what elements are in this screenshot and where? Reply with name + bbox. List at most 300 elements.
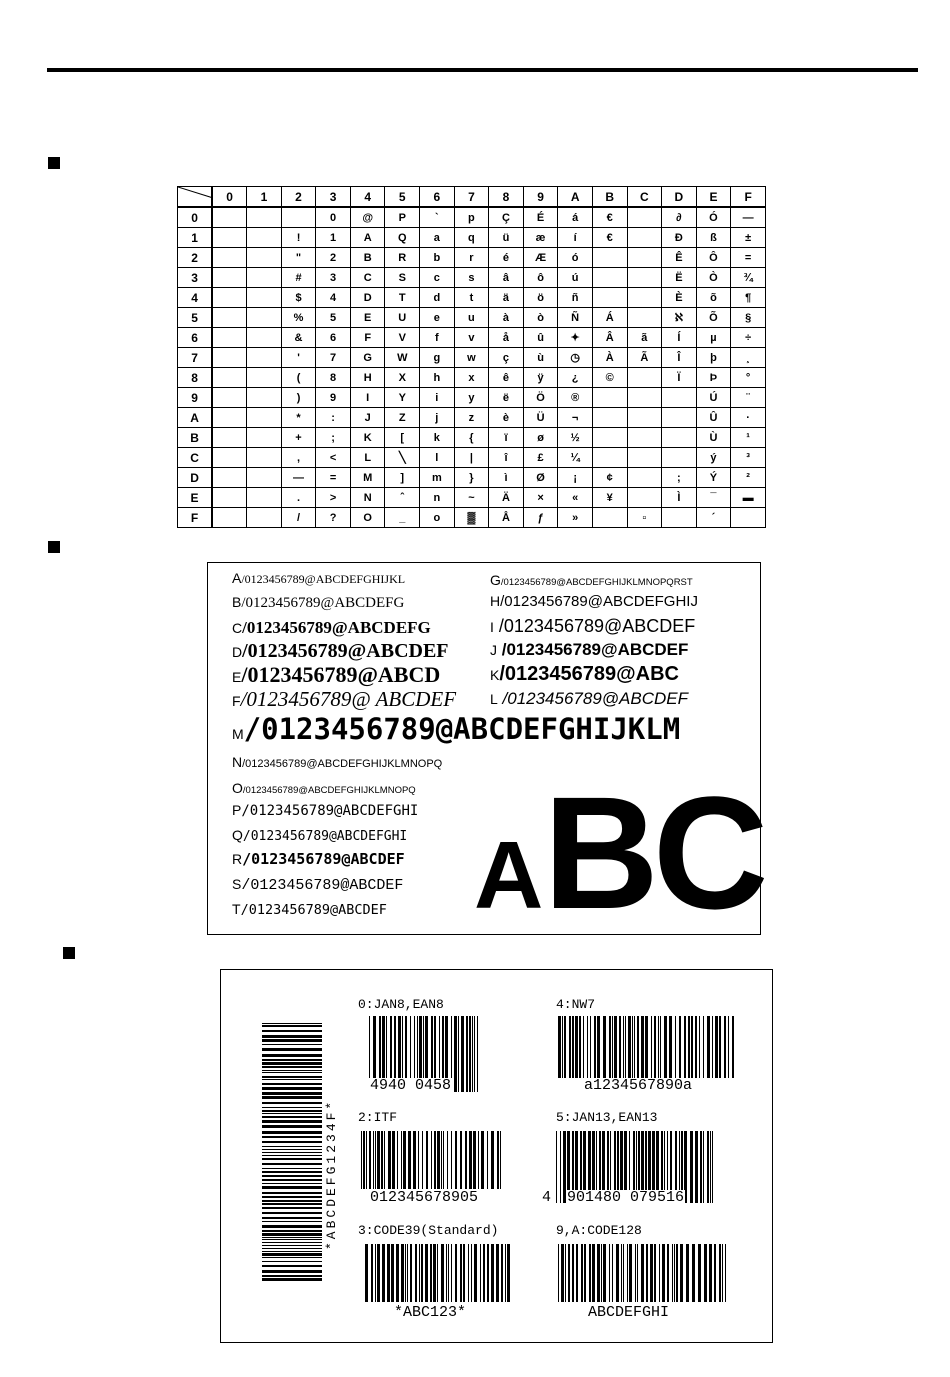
barcode-bar — [500, 1131, 501, 1189]
barcode-bar — [712, 1131, 713, 1203]
barcode-bar — [496, 1244, 499, 1302]
font-sample-text: /0123456789@ABCDEFGHIJKL — [241, 572, 406, 586]
font-tag: J — [490, 642, 497, 658]
table-cell — [212, 228, 247, 248]
table-cell: / — [281, 508, 316, 528]
row-header: 2 — [178, 248, 213, 268]
table-cell: o — [420, 508, 455, 528]
table-cell: ¬ — [558, 408, 593, 428]
barcode-bar — [487, 1244, 489, 1302]
barcode-bar — [434, 1131, 436, 1189]
barcode-bar — [262, 1239, 322, 1240]
table-cell: ; — [316, 428, 351, 448]
barcode-bar — [463, 1244, 465, 1302]
table-cell: ã — [627, 328, 662, 348]
table-cell — [212, 308, 247, 328]
table-cell — [247, 508, 282, 528]
row-header: B — [178, 428, 213, 448]
table-cell: H — [350, 368, 385, 388]
font-sample-text: /0123456789@ABCDEFG — [241, 595, 405, 611]
table-cell: m — [420, 468, 455, 488]
table-cell — [627, 228, 662, 248]
barcode-bar — [391, 1244, 394, 1302]
barcode-bar — [460, 1244, 462, 1302]
table-cell — [627, 428, 662, 448]
table-cell: ç — [489, 348, 524, 368]
barcode-bar — [654, 1244, 656, 1302]
barcode-bar — [612, 1016, 613, 1078]
table-row — [178, 408, 766, 428]
table-cell: J — [350, 408, 385, 428]
table-cell — [627, 288, 662, 308]
barcode-bar — [556, 1131, 557, 1203]
table-cell: Ö — [523, 388, 558, 408]
barcode-bar — [474, 1016, 475, 1092]
barcode-bar — [558, 1016, 561, 1078]
table-cell: D — [350, 288, 385, 308]
table-cell: N — [350, 488, 385, 508]
table-cell: T — [385, 288, 420, 308]
table-cell: i — [420, 388, 455, 408]
barcode-bar — [474, 1244, 477, 1302]
barcode-bar — [262, 1025, 322, 1027]
barcode-bar — [646, 1244, 648, 1302]
table-cell: õ — [696, 288, 731, 308]
column-header: 3 — [316, 187, 351, 208]
table-cell: K — [350, 428, 385, 448]
barcode-bar — [408, 1131, 411, 1189]
font-tag: G — [490, 572, 501, 588]
table-row — [178, 348, 766, 368]
table-cell: W — [385, 348, 420, 368]
table-cell: z — [454, 408, 489, 428]
table-cell: Ü — [523, 408, 558, 428]
table-cell — [627, 368, 662, 388]
table-cell — [592, 388, 627, 408]
barcode-bar — [446, 1244, 447, 1302]
table-cell: µ — [696, 328, 731, 348]
barcode-bar — [382, 1244, 385, 1302]
barcode-bar — [387, 1244, 390, 1302]
table-cell: Æ — [523, 248, 558, 268]
table-cell: Å — [489, 508, 524, 528]
barcode-bar — [262, 1179, 322, 1181]
barcode-bar — [589, 1244, 591, 1302]
barcode-bar — [675, 1016, 676, 1078]
barcode-bar — [397, 1131, 398, 1189]
table-cell: ³ — [731, 448, 766, 468]
barcode-bar — [262, 1113, 322, 1114]
barcode-vertical-bars — [262, 1023, 322, 1282]
table-cell: ® — [558, 388, 593, 408]
row-header: D — [178, 468, 213, 488]
table-cell: ˆ — [385, 488, 420, 508]
barcode-bar — [403, 1131, 406, 1189]
barcode-bar — [262, 1168, 322, 1169]
font-sample-s — [232, 877, 403, 893]
table-cell — [247, 328, 282, 348]
table-cell: ¯ — [696, 488, 731, 508]
barcode-bar — [569, 1016, 571, 1078]
barcode-bar — [262, 1212, 322, 1214]
barcode-bar — [732, 1016, 734, 1078]
barcode-bar — [461, 1016, 464, 1092]
font-sample-text: /0123456789@ABCDEF — [493, 616, 696, 636]
table-cell: ø — [523, 428, 558, 448]
table-row — [178, 368, 766, 388]
font-sample-c — [232, 619, 431, 637]
table-cell — [247, 428, 282, 448]
barcode-bar — [575, 1016, 578, 1078]
barcode-bar — [373, 1131, 374, 1189]
large-bc: BC — [543, 763, 763, 942]
barcode-bar — [634, 1016, 635, 1078]
table-cell: t — [454, 288, 489, 308]
column-header: 2 — [281, 187, 316, 208]
table-cell: ÿ — [523, 368, 558, 388]
column-header: 8 — [489, 187, 524, 208]
table-cell: E — [350, 308, 385, 328]
table-cell: j — [420, 408, 455, 428]
font-sample-a — [232, 571, 405, 587]
barcode-bar — [262, 1054, 322, 1057]
barcode-code39-bars — [365, 1244, 515, 1302]
barcode-bar — [465, 1131, 467, 1189]
table-cell: % — [281, 308, 316, 328]
font-sample-g — [490, 573, 693, 589]
table-cell: ƒ — [523, 508, 558, 528]
table-cell: Ï — [662, 368, 697, 388]
table-cell: * — [281, 408, 316, 428]
barcode-bar — [695, 1131, 698, 1203]
barcode-bar — [468, 1244, 469, 1302]
barcode-bar — [262, 1035, 322, 1038]
barcode-bar — [262, 1149, 322, 1150]
table-cell: Ä — [489, 488, 524, 508]
table-cell: " — [281, 248, 316, 268]
barcode-bar — [455, 1131, 457, 1189]
large-a: A — [474, 822, 544, 929]
row-header: 7 — [178, 348, 213, 368]
barcode-bar — [712, 1016, 713, 1078]
barcode-bar — [669, 1016, 672, 1078]
table-cell: Â — [592, 328, 627, 348]
table-cell — [247, 248, 282, 268]
barcode-bar — [699, 1016, 700, 1078]
barcode-bar — [572, 1016, 574, 1078]
table-cell — [592, 268, 627, 288]
table-cell: å — [489, 328, 524, 348]
barcode-bar — [587, 1016, 588, 1078]
barcode-bar — [262, 1275, 322, 1277]
font-sample-m — [232, 712, 681, 746]
barcode-bar — [458, 1016, 459, 1092]
barcode-bar — [625, 1016, 626, 1078]
barcode-bar — [703, 1131, 704, 1203]
table-cell: 6 — [316, 328, 351, 348]
barcode-bar — [262, 1261, 322, 1262]
table-cell: l — [420, 448, 455, 468]
barcode-bar — [451, 1244, 452, 1302]
column-header: F — [731, 187, 766, 208]
font-sample-text: /0123456789@ABCDEF — [497, 640, 689, 659]
table-cell: ( — [281, 368, 316, 388]
table-cell — [247, 368, 282, 388]
barcode-bar — [262, 1171, 322, 1173]
barcode-bar — [674, 1244, 675, 1302]
barcode-bar — [455, 1244, 457, 1302]
table-row — [178, 488, 766, 508]
barcode-bar — [441, 1244, 444, 1302]
table-cell: ∂ — [662, 207, 697, 228]
barcode-bar — [433, 1244, 436, 1302]
font-tag: F — [232, 693, 241, 709]
barcode-bar — [262, 1186, 322, 1189]
barcode-bar — [621, 1244, 622, 1302]
barcode-bar — [664, 1016, 667, 1078]
font-sample-t — [232, 902, 387, 918]
table-cell — [592, 508, 627, 528]
barcode-bar — [698, 1244, 701, 1302]
barcode-bar — [418, 1131, 419, 1189]
table-cell — [247, 448, 282, 468]
barcode-bar — [262, 1141, 322, 1143]
barcode-bar — [724, 1016, 726, 1078]
barcode-sample-box — [220, 969, 773, 1343]
table-cell: U — [385, 308, 420, 328]
barcode-bar — [695, 1016, 697, 1078]
barcode-bar — [584, 1244, 586, 1302]
barcode-bar — [401, 1244, 404, 1302]
barcode-bar — [568, 1244, 570, 1302]
barcode-bar — [262, 1062, 322, 1065]
barcode-bar — [431, 1131, 432, 1189]
barcode-bar — [703, 1016, 704, 1078]
barcode-bar — [603, 1244, 606, 1302]
table-cell — [662, 408, 697, 428]
barcode-bar — [583, 1016, 584, 1078]
table-cell: 9 — [316, 388, 351, 408]
barcode-bar — [262, 1183, 322, 1184]
table-cell: À — [592, 348, 627, 368]
barcode-bar — [262, 1092, 322, 1095]
table-cell: { — [454, 428, 489, 448]
barcode-bar — [262, 1203, 322, 1205]
barcode-bar — [262, 1152, 322, 1153]
table-cell: < — [316, 448, 351, 468]
table-cell — [627, 207, 662, 228]
barcode-jan13-digits: 901480 079516 — [567, 1189, 685, 1206]
barcode-bar — [481, 1131, 484, 1189]
table-cell: Á — [592, 308, 627, 328]
barcode-bar — [480, 1244, 481, 1302]
table-cell — [247, 268, 282, 288]
table-cell: § — [731, 308, 766, 328]
barcode-bar — [262, 1175, 322, 1177]
table-cell: ¿ — [558, 368, 593, 388]
table-cell — [592, 448, 627, 468]
barcode-bar — [594, 1016, 596, 1078]
barcode-bar — [658, 1016, 659, 1078]
table-cell: ╲ — [385, 448, 420, 468]
table-cell: è — [489, 408, 524, 428]
barcode-bar — [262, 1070, 322, 1071]
barcode-bar — [405, 1244, 406, 1302]
table-cell: ü — [489, 228, 524, 248]
barcode-bar — [262, 1079, 322, 1080]
table-cell: ¨ — [731, 388, 766, 408]
table-cell: Ê — [662, 248, 697, 268]
table-cell: ö — [523, 288, 558, 308]
font-sample-text: /0123456789@ABCDEFG — [242, 618, 431, 637]
barcode-bar — [581, 1244, 583, 1302]
table-cell: ▓ — [454, 508, 489, 528]
table-cell: í — [558, 228, 593, 248]
table-cell: ú — [558, 268, 593, 288]
barcode-bar — [443, 1131, 444, 1189]
table-row — [178, 508, 766, 528]
table-cell — [592, 288, 627, 308]
barcode-bar — [616, 1244, 619, 1302]
table-cell — [212, 268, 247, 288]
font-sample-d — [232, 641, 449, 661]
table-cell — [212, 448, 247, 468]
row-header: 5 — [178, 308, 213, 328]
barcode-bar — [363, 1131, 365, 1189]
barcode-bar — [361, 1131, 362, 1189]
barcode-bar — [377, 1131, 380, 1189]
barcode-label-code128: 9,A:CODE128 — [556, 1223, 642, 1238]
barcode-graphic — [365, 1244, 515, 1302]
font-tag: Q — [232, 827, 243, 843]
font-sample-l — [490, 690, 688, 708]
table-cell: Õ — [696, 308, 731, 328]
barcode-bar — [262, 1278, 322, 1281]
table-cell: e — [420, 308, 455, 328]
top-rule — [47, 68, 918, 72]
barcode-bar — [707, 1016, 710, 1078]
table-cell: þ — [696, 348, 731, 368]
barcode-bar — [680, 1244, 683, 1302]
table-cell — [212, 328, 247, 348]
table-cell — [627, 388, 662, 408]
barcode-bar — [590, 1016, 591, 1078]
barcode-bar — [623, 1244, 624, 1302]
table-cell: Û — [696, 408, 731, 428]
table-cell: ? — [316, 508, 351, 528]
table-cell: 4 — [316, 288, 351, 308]
barcode-bar — [392, 1131, 395, 1189]
table-cell: x — [454, 368, 489, 388]
barcode-bar — [676, 1244, 678, 1302]
barcode-nw7-bars — [558, 1016, 734, 1078]
table-cell — [247, 348, 282, 368]
barcode-bar — [262, 1066, 322, 1068]
table-cell: æ — [523, 228, 558, 248]
table-cell — [627, 308, 662, 328]
table-cell — [247, 288, 282, 308]
table-cell: ² — [731, 468, 766, 488]
barcode-bar — [262, 1245, 322, 1246]
table-cell: ä — [489, 288, 524, 308]
barcode-bar — [262, 1120, 322, 1123]
barcode-bar — [262, 1125, 322, 1128]
table-cell: h — [420, 368, 455, 388]
barcode-bar — [437, 1131, 440, 1189]
table-cell: ï — [489, 428, 524, 448]
column-header: A — [558, 187, 593, 208]
table-cell: > — [316, 488, 351, 508]
table-cell: F — [350, 328, 385, 348]
barcode-bar — [262, 1251, 322, 1252]
barcode-bar — [262, 1265, 322, 1267]
barcode-bar — [487, 1131, 488, 1189]
table-cell: É — [523, 207, 558, 228]
table-cell: ô — [523, 268, 558, 288]
table-cell: q — [454, 228, 489, 248]
table-cell: ¥ — [592, 488, 627, 508]
barcode-bar — [628, 1016, 631, 1078]
font-tag: D — [232, 644, 243, 660]
barcode-bar — [700, 1131, 702, 1203]
table-cell: + — [281, 428, 316, 448]
barcode-bar — [388, 1131, 391, 1189]
table-cell: k — [420, 428, 455, 448]
table-cell: ù — [523, 348, 558, 368]
font-tag: P — [232, 802, 242, 818]
font-sample-i — [490, 617, 695, 636]
font-sample-text: /0123456789@ABCDEF — [241, 877, 404, 894]
barcode-bar — [262, 1023, 322, 1024]
barcode-bar — [472, 1016, 473, 1092]
barcode-bar — [262, 1270, 322, 1273]
barcode-bar — [262, 1253, 322, 1256]
table-cell: — — [731, 207, 766, 228]
font-sample-text: /0123456789@ ABCDEF — [240, 687, 457, 711]
table-cell: 8 — [316, 368, 351, 388]
barcode-bar — [262, 1217, 322, 1219]
table-cell — [627, 248, 662, 268]
table-cell: € — [592, 207, 627, 228]
font-sample-b — [232, 595, 404, 611]
font-sample-text: /0123456789@ABC — [499, 663, 679, 685]
table-cell: A — [350, 228, 385, 248]
font-sample-p — [232, 803, 418, 819]
table-cell: I — [350, 388, 385, 408]
barcode-bar — [407, 1244, 408, 1302]
table-cell — [627, 488, 662, 508]
barcode-bar — [469, 1016, 471, 1092]
barcode-bar — [262, 1233, 322, 1236]
barcode-bar — [572, 1244, 574, 1302]
table-cell: | — [454, 448, 489, 468]
font-sample-text: /0123456789@ABCDEF — [497, 689, 689, 708]
barcode-bar — [614, 1016, 617, 1078]
barcode-bar — [262, 1192, 322, 1194]
barcode-bar — [262, 1242, 322, 1243]
column-header: E — [696, 187, 731, 208]
barcode-bar — [709, 1244, 712, 1302]
font-sample-f — [232, 689, 456, 710]
table-cell — [592, 248, 627, 268]
row-header: A — [178, 408, 213, 428]
table-cell — [212, 488, 247, 508]
table-cell: Ì — [662, 488, 697, 508]
font-tag: R — [232, 851, 243, 867]
table-cell: g — [420, 348, 455, 368]
barcode-bar — [477, 1016, 478, 1092]
font-sample-j — [490, 641, 688, 659]
